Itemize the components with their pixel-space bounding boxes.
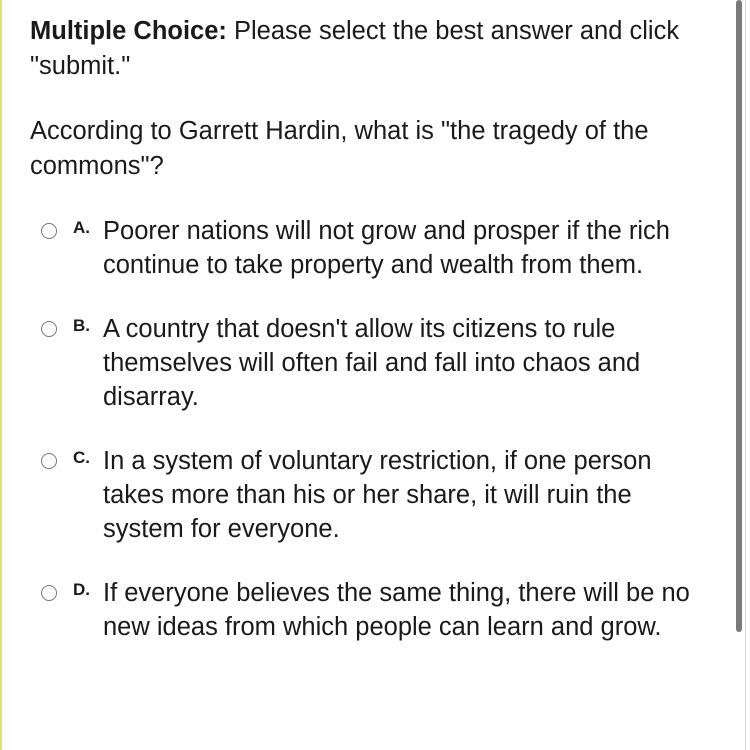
radio-button-a[interactable]	[41, 223, 57, 239]
scrollbar-track-line	[745, 0, 746, 750]
option-letter-b: B.	[73, 316, 90, 335]
instructions-label: Multiple Choice:	[30, 17, 227, 45]
answer-options	[30, 214, 730, 644]
radio-button-c[interactable]	[41, 453, 57, 469]
left-border	[0, 0, 2, 750]
radio-button-d[interactable]	[41, 585, 57, 601]
option-letter-d: D.	[73, 580, 90, 599]
option-b[interactable]	[30, 312, 730, 414]
option-text-d: If everyone believes the same thing, there will be no new ideas from which people can learn and grow.	[103, 579, 690, 641]
option-text-b: A country that doesn't allow its citizens to rule themselves will often fail and fall into chaos and disarray.	[103, 315, 641, 411]
instructions	[30, 14, 730, 84]
option-c[interactable]	[30, 444, 730, 546]
option-letter-c: C.	[73, 448, 90, 467]
option-text-c: In a system of voluntary restriction, if one person takes more than his or her share, it will ruin the system for everyone.	[103, 447, 652, 543]
radio-button-b[interactable]	[41, 321, 57, 337]
option-text-a: Poorer nations will not grow and prosper if the rich continue to take property and wealth from them.	[103, 217, 670, 279]
scrollbar-thumb[interactable]	[736, 0, 742, 632]
question-text: According to Garrett Hardin, what is "the tragedy of the commons"?	[30, 117, 649, 180]
option-d[interactable]	[30, 576, 730, 644]
option-a[interactable]	[30, 214, 730, 282]
option-letter-a: A.	[73, 218, 90, 237]
instructions-text: Please select the best answer and click "submit."	[30, 17, 680, 80]
question-panel	[30, 14, 730, 674]
